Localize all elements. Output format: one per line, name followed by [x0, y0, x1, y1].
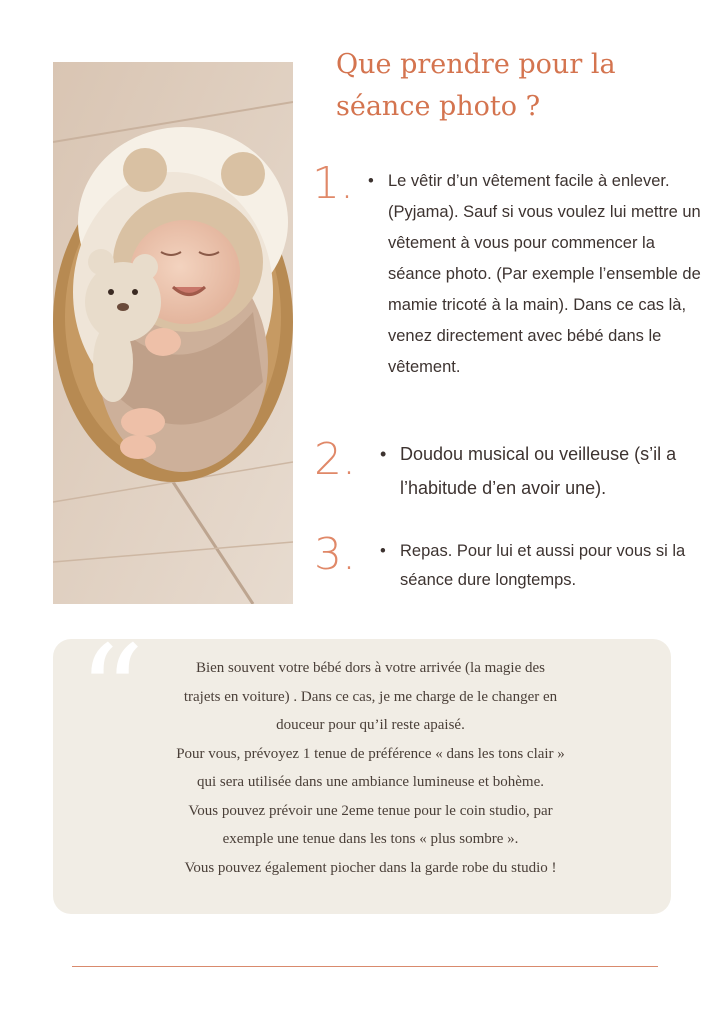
list-item-3 — [380, 537, 710, 595]
quote-line: qui sera utilisée dans une ambiance lumineuse et bohème. — [197, 774, 544, 790]
quote-line: Pour vous, prévoyez 1 tenue de préférence « dans les tons clair » — [176, 745, 565, 762]
quote-text — [108, 654, 633, 882]
quote-line: douceur pour qu’il reste apaisé. — [276, 717, 465, 733]
item-number-2: 2. — [314, 434, 356, 485]
quote-line: Vous pouvez prévoir une 2eme tenue pour le coin studio, par — [188, 802, 553, 819]
newborn-photo — [53, 62, 293, 604]
list-item-1 — [368, 166, 708, 383]
list-item-text: • Repas. Pour lui et aussi pour vous si la séance dure longtemps. — [380, 537, 710, 595]
quote-line: Vous pouvez également piocher dans la garde robe du studio ! — [184, 859, 557, 876]
quote-line: exemple une tenue dans les tons « plus sombre ». — [222, 831, 519, 847]
newborn-illustration — [53, 62, 293, 604]
list-item-text: • Doudou musical ou veilleuse (s’il a l’habitude d’en avoir une). — [380, 437, 710, 505]
list-item-text: • Le vêtir d’un vêtement facile à enlever. (Pyjama). Sauf si vous voulez lui mettre un vêtement à vous pour commencer la séance photo. (Par exemple l’ensemble de mamie tricoté à la main). Dans ce cas là, venez directement avec bébé dans le vêtement. — [368, 166, 708, 383]
list-item-2 — [380, 437, 710, 505]
quote-line: Bien souvent votre bébé dors à votre arrivée (la magie des — [195, 660, 546, 676]
quote-line: trajets en voiture) . Dans ce cas, je me charge de le changer en — [183, 688, 558, 705]
quote-mark-icon: “ — [78, 617, 145, 769]
item-number-3: 3. — [314, 529, 356, 580]
footer-divider — [72, 966, 658, 967]
item-number-1: 1. — [312, 158, 354, 209]
page-title: Que prendre pour la séance photo ? — [336, 49, 616, 122]
